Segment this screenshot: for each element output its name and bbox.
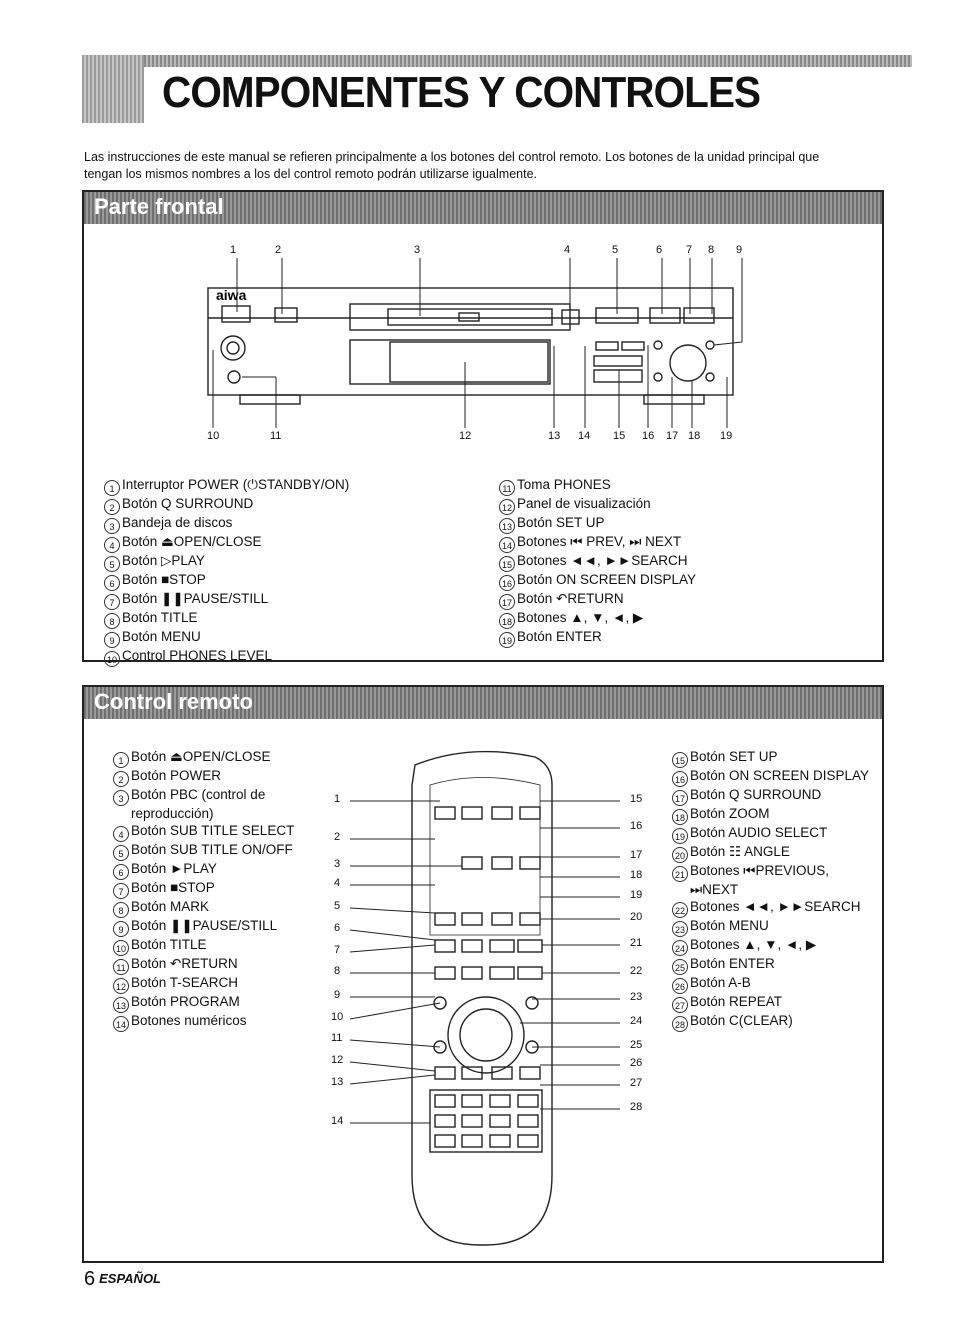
language-label: ESPAÑOL bbox=[99, 1271, 162, 1286]
list-item: 2 Botón Q SURROUND bbox=[104, 496, 349, 515]
remote-callout-3: 3 bbox=[334, 858, 341, 870]
intro-text-line-1: Las instrucciones de este manual se refieren principalmente a los botones del control remoto. Los botones de la unidad principal que bbox=[84, 150, 820, 164]
page-title: COMPONENTES Y CONTROLES bbox=[162, 68, 761, 117]
list-item: 25 Botón ENTER bbox=[672, 956, 869, 975]
list-item: 8 Botón TITLE bbox=[104, 610, 349, 629]
list-item: 14 Botones numéricos bbox=[113, 1013, 294, 1032]
power-switch bbox=[222, 306, 250, 322]
list-item: 7 Botón ■STOP bbox=[113, 880, 294, 899]
list-item: 6 Botón ►PLAY bbox=[113, 861, 294, 880]
remote-callout-8: 8 bbox=[334, 965, 341, 977]
remote-callout-2: 2 bbox=[334, 831, 341, 843]
remote-callout-19: 19 bbox=[630, 889, 643, 901]
list-item: 18 Botón ZOOM bbox=[672, 806, 869, 825]
remote-callout-7: 7 bbox=[334, 944, 341, 956]
remote-callout-1: 1 bbox=[334, 793, 341, 805]
list-item: 22 Botones ◄◄, ►►SEARCH bbox=[672, 899, 869, 918]
list-item: 16 Botón ON SCREEN DISPLAY bbox=[672, 768, 869, 787]
page-footer bbox=[84, 1268, 161, 1291]
remote-callout-25: 25 bbox=[630, 1039, 643, 1051]
list-item: 5 Botón ▷PLAY bbox=[104, 553, 349, 572]
front-callout-1: 1 bbox=[230, 244, 237, 256]
front-callout-2: 2 bbox=[275, 244, 282, 256]
list-item: 4 Botón SUB TITLE SELECT bbox=[113, 823, 294, 842]
remote-callout-20: 20 bbox=[630, 911, 643, 923]
list-item: 17 Botón Q SURROUND bbox=[672, 787, 869, 806]
display-panel bbox=[350, 340, 550, 384]
front-callout-8: 8 bbox=[708, 244, 715, 256]
remote-heading: Control remoto bbox=[94, 689, 253, 714]
cursor-pad bbox=[670, 345, 706, 381]
list-item: 8 Botón MARK bbox=[113, 899, 294, 918]
phones-level-knob bbox=[221, 336, 245, 360]
front-callout-5: 5 bbox=[612, 244, 619, 256]
page-number: 6 bbox=[84, 1268, 96, 1290]
list-item: 28 Botón C(CLEAR) bbox=[672, 1013, 869, 1032]
list-item: 14 Botones ⏮ PREV, ⏭ NEXT bbox=[499, 534, 696, 553]
remote-list-right bbox=[672, 749, 869, 1032]
list-item: 13 Botón PROGRAM bbox=[113, 994, 294, 1013]
remote-callout-6: 6 bbox=[334, 922, 341, 934]
remote-callout-9: 9 bbox=[334, 989, 341, 1001]
front-callout-9: 9 bbox=[736, 244, 743, 256]
list-item: 26 Botón A-B bbox=[672, 975, 869, 994]
front-callout-4: 4 bbox=[564, 244, 571, 256]
front-callout-10: 10 bbox=[207, 430, 220, 442]
list-item: 9 Botón MENU bbox=[104, 629, 349, 648]
list-item: 15 Botones ◄◄, ►►SEARCH bbox=[499, 553, 696, 572]
list-item: 3 Bandeja de discos bbox=[104, 515, 349, 534]
remote-callout-12: 12 bbox=[331, 1054, 344, 1066]
list-item: 7 Botón ❚❚PAUSE/STILL bbox=[104, 591, 349, 610]
stop-button bbox=[650, 308, 680, 323]
front-callout-7: 7 bbox=[686, 244, 693, 256]
list-item: 1 Botón ⏏OPEN/CLOSE bbox=[113, 749, 294, 768]
list-item: 9 Botón ❚❚PAUSE/STILL bbox=[113, 918, 294, 937]
list-item: 17 Botón ↶RETURN bbox=[499, 591, 696, 610]
front-callout-6: 6 bbox=[656, 244, 663, 256]
front-callout-11: 11 bbox=[270, 430, 282, 442]
pause-button bbox=[684, 308, 714, 323]
front-panel-diagram bbox=[82, 190, 884, 460]
list-item: 13 Botón SET UP bbox=[499, 515, 696, 534]
remote-callout-14: 14 bbox=[331, 1115, 344, 1127]
phones-jack bbox=[228, 371, 240, 383]
list-item: 15 Botón SET UP bbox=[672, 749, 869, 768]
remote-callout-10: 10 bbox=[331, 1011, 344, 1023]
remote-callout-11: 11 bbox=[331, 1032, 343, 1044]
list-item: 23 Botón MENU bbox=[672, 918, 869, 937]
front-callout-19: 19 bbox=[720, 430, 733, 442]
remote-callout-18: 18 bbox=[630, 869, 643, 881]
front-callout-14: 14 bbox=[578, 430, 591, 442]
brand-logo: aiwa bbox=[216, 287, 247, 303]
remote-list-left bbox=[113, 749, 294, 1032]
list-item: 24 Botones ▲, ▼, ◄, ▶ bbox=[672, 937, 869, 956]
front-callout-17: 17 bbox=[666, 430, 679, 442]
remote-body bbox=[412, 752, 552, 1245]
intro-text-line-2: tengan los mismos nombres a los del control remoto podrán utilizarse igualmente. bbox=[84, 167, 538, 181]
list-item: 19 Botón AUDIO SELECT bbox=[672, 825, 869, 844]
remote-callout-16: 16 bbox=[630, 820, 643, 832]
remote-callout-4: 4 bbox=[334, 877, 341, 889]
front-callout-16: 16 bbox=[642, 430, 655, 442]
front-callout-18: 18 bbox=[688, 430, 701, 442]
remote-callout-28: 28 bbox=[630, 1101, 643, 1113]
remote-callout-24: 24 bbox=[630, 1015, 643, 1027]
list-item: 10 Botón TITLE bbox=[113, 937, 294, 956]
remote-callout-26: 26 bbox=[630, 1057, 643, 1069]
list-item: 19 Botón ENTER bbox=[499, 629, 696, 648]
list-item: 4 Botón ⏏OPEN/CLOSE bbox=[104, 534, 349, 553]
remote-callout-15: 15 bbox=[630, 793, 643, 805]
front-callout-13: 13 bbox=[548, 430, 561, 442]
list-item: 12 Panel de visualización bbox=[499, 496, 696, 515]
list-item: 21 Botones ⏮PREVIOUS, bbox=[672, 863, 869, 882]
list-item: 3 Botón PBC (control de bbox=[113, 787, 294, 806]
front-callout-15: 15 bbox=[613, 430, 626, 442]
remote-callout-21: 21 bbox=[630, 937, 643, 949]
front-panel-list-right bbox=[499, 477, 696, 648]
remote-callout-13: 13 bbox=[331, 1076, 344, 1088]
front-callout-12: 12 bbox=[459, 430, 472, 442]
list-item: 12 Botón T-SEARCH bbox=[113, 975, 294, 994]
remote-callout-5: 5 bbox=[334, 900, 341, 912]
list-item: reproducción) bbox=[131, 806, 214, 821]
list-item: 11 Toma PHONES bbox=[499, 477, 696, 496]
list-item: 20 Botón ☷ ANGLE bbox=[672, 844, 869, 863]
front-panel-list-left bbox=[104, 477, 349, 667]
disc-tray bbox=[350, 304, 570, 330]
front-callout-3: 3 bbox=[414, 244, 421, 256]
list-item: 1 Interruptor POWER (⏻STANDBY/ON) bbox=[104, 477, 349, 496]
remote-diagram bbox=[320, 745, 660, 1255]
q-surround-button bbox=[275, 308, 297, 322]
list-item: ⏭NEXT bbox=[690, 882, 739, 897]
list-item: 27 Botón REPEAT bbox=[672, 994, 869, 1013]
list-item: 2 Botón POWER bbox=[113, 768, 294, 787]
list-item: 5 Botón SUB TITLE ON/OFF bbox=[113, 842, 294, 861]
list-item: 18 Botones ▲, ▼, ◄, ▶ bbox=[499, 610, 696, 629]
list-item: 16 Botón ON SCREEN DISPLAY bbox=[499, 572, 696, 591]
remote-callout-22: 22 bbox=[630, 965, 643, 977]
remote-callout-27: 27 bbox=[630, 1077, 643, 1089]
remote-callout-17: 17 bbox=[630, 849, 643, 861]
front-panel-heading: Parte frontal bbox=[94, 194, 224, 219]
list-item: 10 Control PHONES LEVEL bbox=[104, 648, 349, 667]
list-item: 6 Botón ■STOP bbox=[104, 572, 349, 591]
remote-heading-bar bbox=[84, 687, 882, 719]
list-item: 11 Botón ↶RETURN bbox=[113, 956, 294, 975]
remote-callout-23: 23 bbox=[630, 991, 643, 1003]
